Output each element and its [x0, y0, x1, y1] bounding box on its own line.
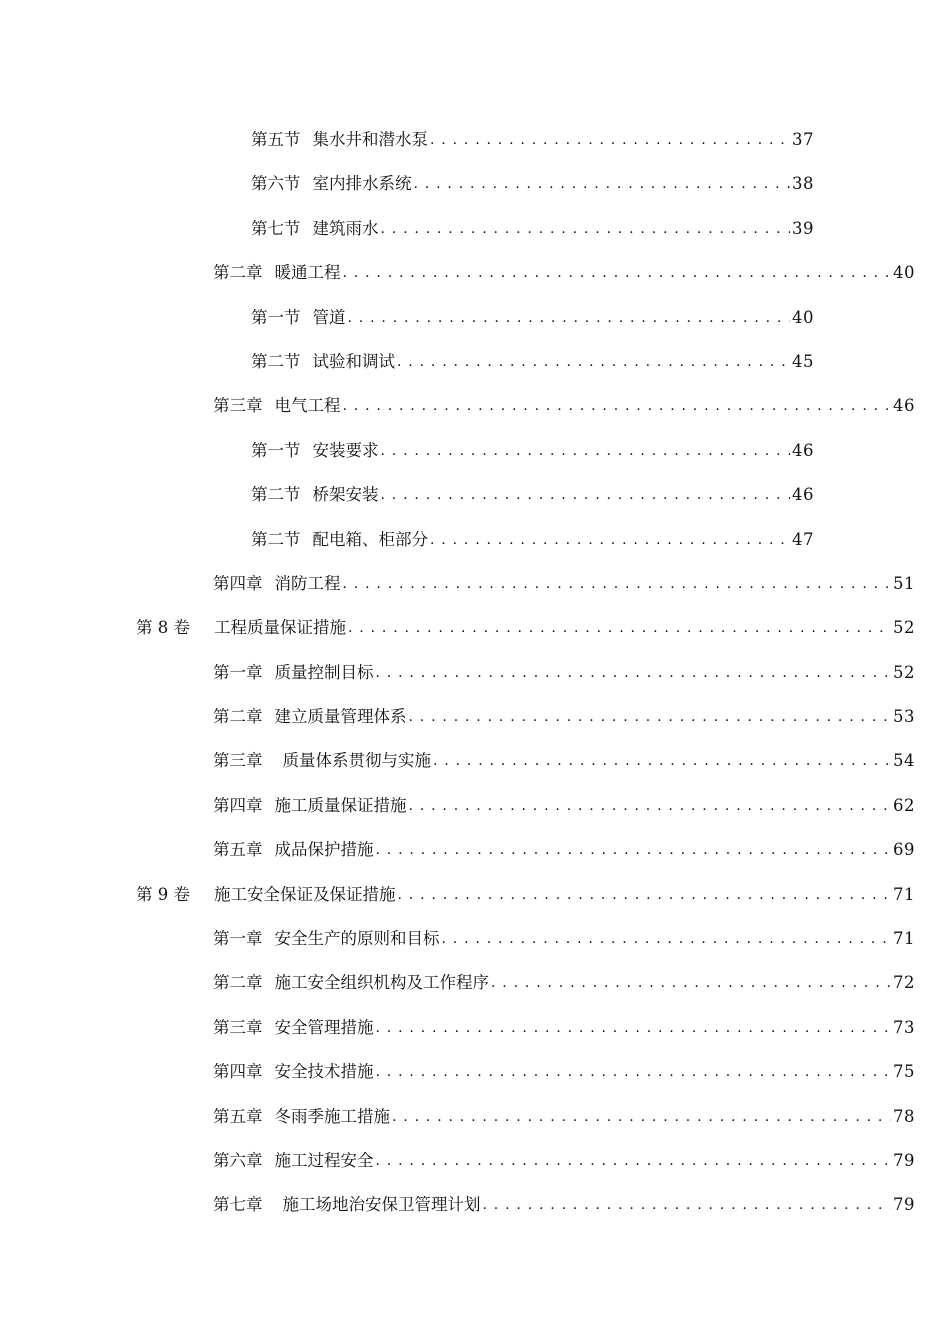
- toc-entry-page-number: 46: [893, 396, 915, 416]
- toc-entry-page-number: 73: [893, 1017, 915, 1037]
- dot-leader: [376, 1139, 892, 1183]
- toc-entry-number: 第二章: [213, 707, 263, 727]
- dot-leader: [376, 1006, 892, 1050]
- toc-section-entry[interactable]: [0, 473, 814, 517]
- toc-entry-number: 第四章: [213, 795, 263, 815]
- toc-entry-number: 第一章: [213, 929, 263, 949]
- toc-entry-page-number: 37: [792, 130, 814, 149]
- dot-leader: [376, 828, 892, 872]
- toc-entry-page-number: 40: [792, 307, 814, 327]
- toc-entry-page-number: 52: [893, 618, 915, 638]
- toc-entry-number: 第五章: [213, 840, 263, 860]
- toc-entry-page-number: 54: [893, 751, 915, 771]
- toc-entry-number: 第三章: [213, 751, 263, 771]
- toc-entry-page-number: 46: [792, 440, 814, 460]
- toc-entry-page-number: 46: [792, 485, 814, 505]
- toc-entry-page-number: 53: [893, 707, 915, 727]
- toc-entry-title: 室内排水系统: [312, 174, 412, 194]
- toc-entry-page-number: 78: [893, 1106, 915, 1126]
- toc-entry-number: 第二节: [251, 485, 301, 505]
- toc-entry-title: 安全技术措施: [274, 1062, 374, 1082]
- toc-section-entry[interactable]: [0, 162, 814, 206]
- toc-entry-number: 第一节: [251, 307, 301, 327]
- dot-leader: [414, 162, 791, 206]
- toc-entry-title: 安全生产的原则和目标: [274, 929, 440, 949]
- toc-section-entry[interactable]: [0, 429, 814, 473]
- toc-section-entry[interactable]: [0, 207, 814, 251]
- toc-entry-title: 管道: [312, 307, 346, 327]
- toc-entry-title: 成品保护措施: [274, 840, 374, 860]
- toc-entry-page-number: 47: [792, 529, 814, 549]
- toc-entry-number: 第五节: [251, 130, 301, 149]
- toc-entry-page-number: 39: [792, 218, 814, 238]
- dot-leader: [376, 1050, 892, 1094]
- toc-entry-title: 建筑雨水: [312, 218, 379, 238]
- toc-entry-title: 质量体系贯彻与实施: [282, 751, 431, 771]
- toc-chapter-entry[interactable]: [0, 961, 915, 1005]
- toc-entry-title: 桥架安装: [312, 485, 379, 505]
- toc-entry-title: 消防工程: [274, 573, 341, 593]
- toc-entry-page-number: 40: [893, 263, 915, 283]
- dot-leader: [430, 118, 790, 162]
- toc-entry-title: 集水井和潜水泵: [312, 130, 428, 149]
- toc-entry-page-number: 62: [893, 795, 915, 815]
- toc-chapter-entry[interactable]: [0, 739, 915, 783]
- toc-entry-page-number: 72: [893, 973, 915, 993]
- toc-entry-number: 第一节: [251, 440, 301, 460]
- toc-entry-number: 第六章: [213, 1150, 263, 1170]
- dot-leader: [409, 784, 892, 828]
- toc-entry-title: 工程质量保证措施: [214, 618, 346, 638]
- toc-entry-page-number: 45: [792, 351, 814, 371]
- toc-entry-title: 冬雨季施工措施: [274, 1106, 390, 1126]
- toc-entry-title: 施工安全组织机构及工作程序: [274, 973, 489, 993]
- toc-chapter-entry[interactable]: [0, 917, 915, 961]
- dot-leader: [483, 1183, 892, 1227]
- toc-entry-number: 第四章: [213, 1062, 263, 1082]
- toc-entry-page-number: 69: [893, 840, 915, 860]
- dot-leader: [491, 961, 891, 1005]
- toc-entry-page-number: 75: [893, 1062, 915, 1082]
- dot-leader: [392, 1095, 891, 1139]
- toc-entry-page-number: 79: [893, 1195, 915, 1215]
- dot-leader: [376, 651, 892, 695]
- toc-entry-number: 第二节: [251, 351, 301, 371]
- toc-chapter-entry[interactable]: [0, 1095, 915, 1139]
- toc-entry-title: 安装要求: [312, 440, 379, 460]
- dot-leader: [397, 340, 790, 384]
- toc-entry-title: 质量控制目标: [274, 662, 374, 682]
- toc-entry-number: 第七节: [251, 218, 301, 238]
- toc-entry-page-number: 71: [893, 929, 915, 949]
- dot-leader: [381, 429, 791, 473]
- toc-entry-title: 施工质量保证措施: [274, 795, 407, 815]
- toc-entry-page-number: 71: [893, 884, 915, 904]
- dot-leader: [442, 917, 892, 961]
- toc-section-entry[interactable]: [0, 340, 814, 384]
- toc-chapter-entry[interactable]: [0, 695, 915, 739]
- toc-section-entry[interactable]: [0, 518, 814, 562]
- toc-entry-page-number: 52: [893, 662, 915, 682]
- toc-section-entry[interactable]: [0, 296, 814, 340]
- toc-entry-page-number: 38: [792, 174, 814, 194]
- toc-entry-title: 施工安全保证及保证措施: [214, 884, 396, 904]
- toc-volume-entry[interactable]: [0, 606, 915, 650]
- toc-entry-number: 第六节: [251, 174, 301, 194]
- toc-entry-number: 第一章: [213, 662, 263, 682]
- toc-chapter-entry[interactable]: [0, 1183, 915, 1227]
- toc-chapter-entry[interactable]: [0, 384, 915, 428]
- toc-entry-title: 试验和调试: [312, 351, 395, 371]
- dot-leader: [348, 606, 891, 650]
- table-of-contents: [0, 118, 950, 1228]
- toc-chapter-entry[interactable]: [0, 651, 915, 695]
- toc-entry-number: 第四章: [213, 573, 263, 593]
- toc-entry-number: 第七章: [213, 1195, 263, 1215]
- toc-chapter-entry[interactable]: [0, 784, 915, 828]
- dot-leader: [343, 562, 892, 606]
- toc-chapter-entry[interactable]: [0, 1050, 915, 1094]
- toc-chapter-entry[interactable]: [0, 828, 915, 872]
- toc-entry-number: 第二章: [213, 973, 263, 993]
- toc-entry-number: 第三章: [213, 1017, 263, 1037]
- toc-section-entry[interactable]: [0, 118, 814, 162]
- dot-leader: [398, 873, 892, 917]
- dot-leader: [343, 384, 892, 428]
- dot-leader: [433, 739, 891, 783]
- toc-entry-number: 第二章: [213, 263, 263, 283]
- toc-entry-title: 暖通工程: [274, 263, 341, 283]
- toc-entry-number: 第三章: [213, 396, 263, 416]
- toc-entry-number: 第 9 卷: [136, 884, 190, 904]
- dot-leader: [430, 518, 790, 562]
- dot-leader: [381, 473, 791, 517]
- toc-entry-title: 安全管理措施: [274, 1017, 374, 1037]
- toc-chapter-entry[interactable]: [0, 1139, 915, 1183]
- toc-entry-title: 施工过程安全: [274, 1150, 374, 1170]
- dot-leader: [348, 296, 791, 340]
- toc-chapter-entry[interactable]: [0, 562, 915, 606]
- dot-leader: [381, 207, 791, 251]
- toc-volume-entry[interactable]: [0, 873, 915, 917]
- dot-leader: [409, 695, 892, 739]
- toc-entry-number: 第二节: [251, 529, 301, 549]
- toc-entry-title: 配电箱、柜部分: [312, 529, 428, 549]
- toc-entry-title: 建立质量管理体系: [274, 707, 407, 727]
- toc-entry-number: 第 8 卷: [136, 618, 190, 638]
- toc-chapter-entry[interactable]: [0, 1006, 915, 1050]
- toc-entry-title: 电气工程: [274, 396, 341, 416]
- toc-entry-page-number: 51: [893, 573, 915, 593]
- toc-chapter-entry[interactable]: [0, 251, 915, 295]
- toc-entry-title: 施工场地治安保卫管理计划: [282, 1195, 481, 1215]
- dot-leader: [343, 251, 892, 295]
- toc-entry-page-number: 79: [893, 1150, 915, 1170]
- toc-entry-number: 第五章: [213, 1106, 263, 1126]
